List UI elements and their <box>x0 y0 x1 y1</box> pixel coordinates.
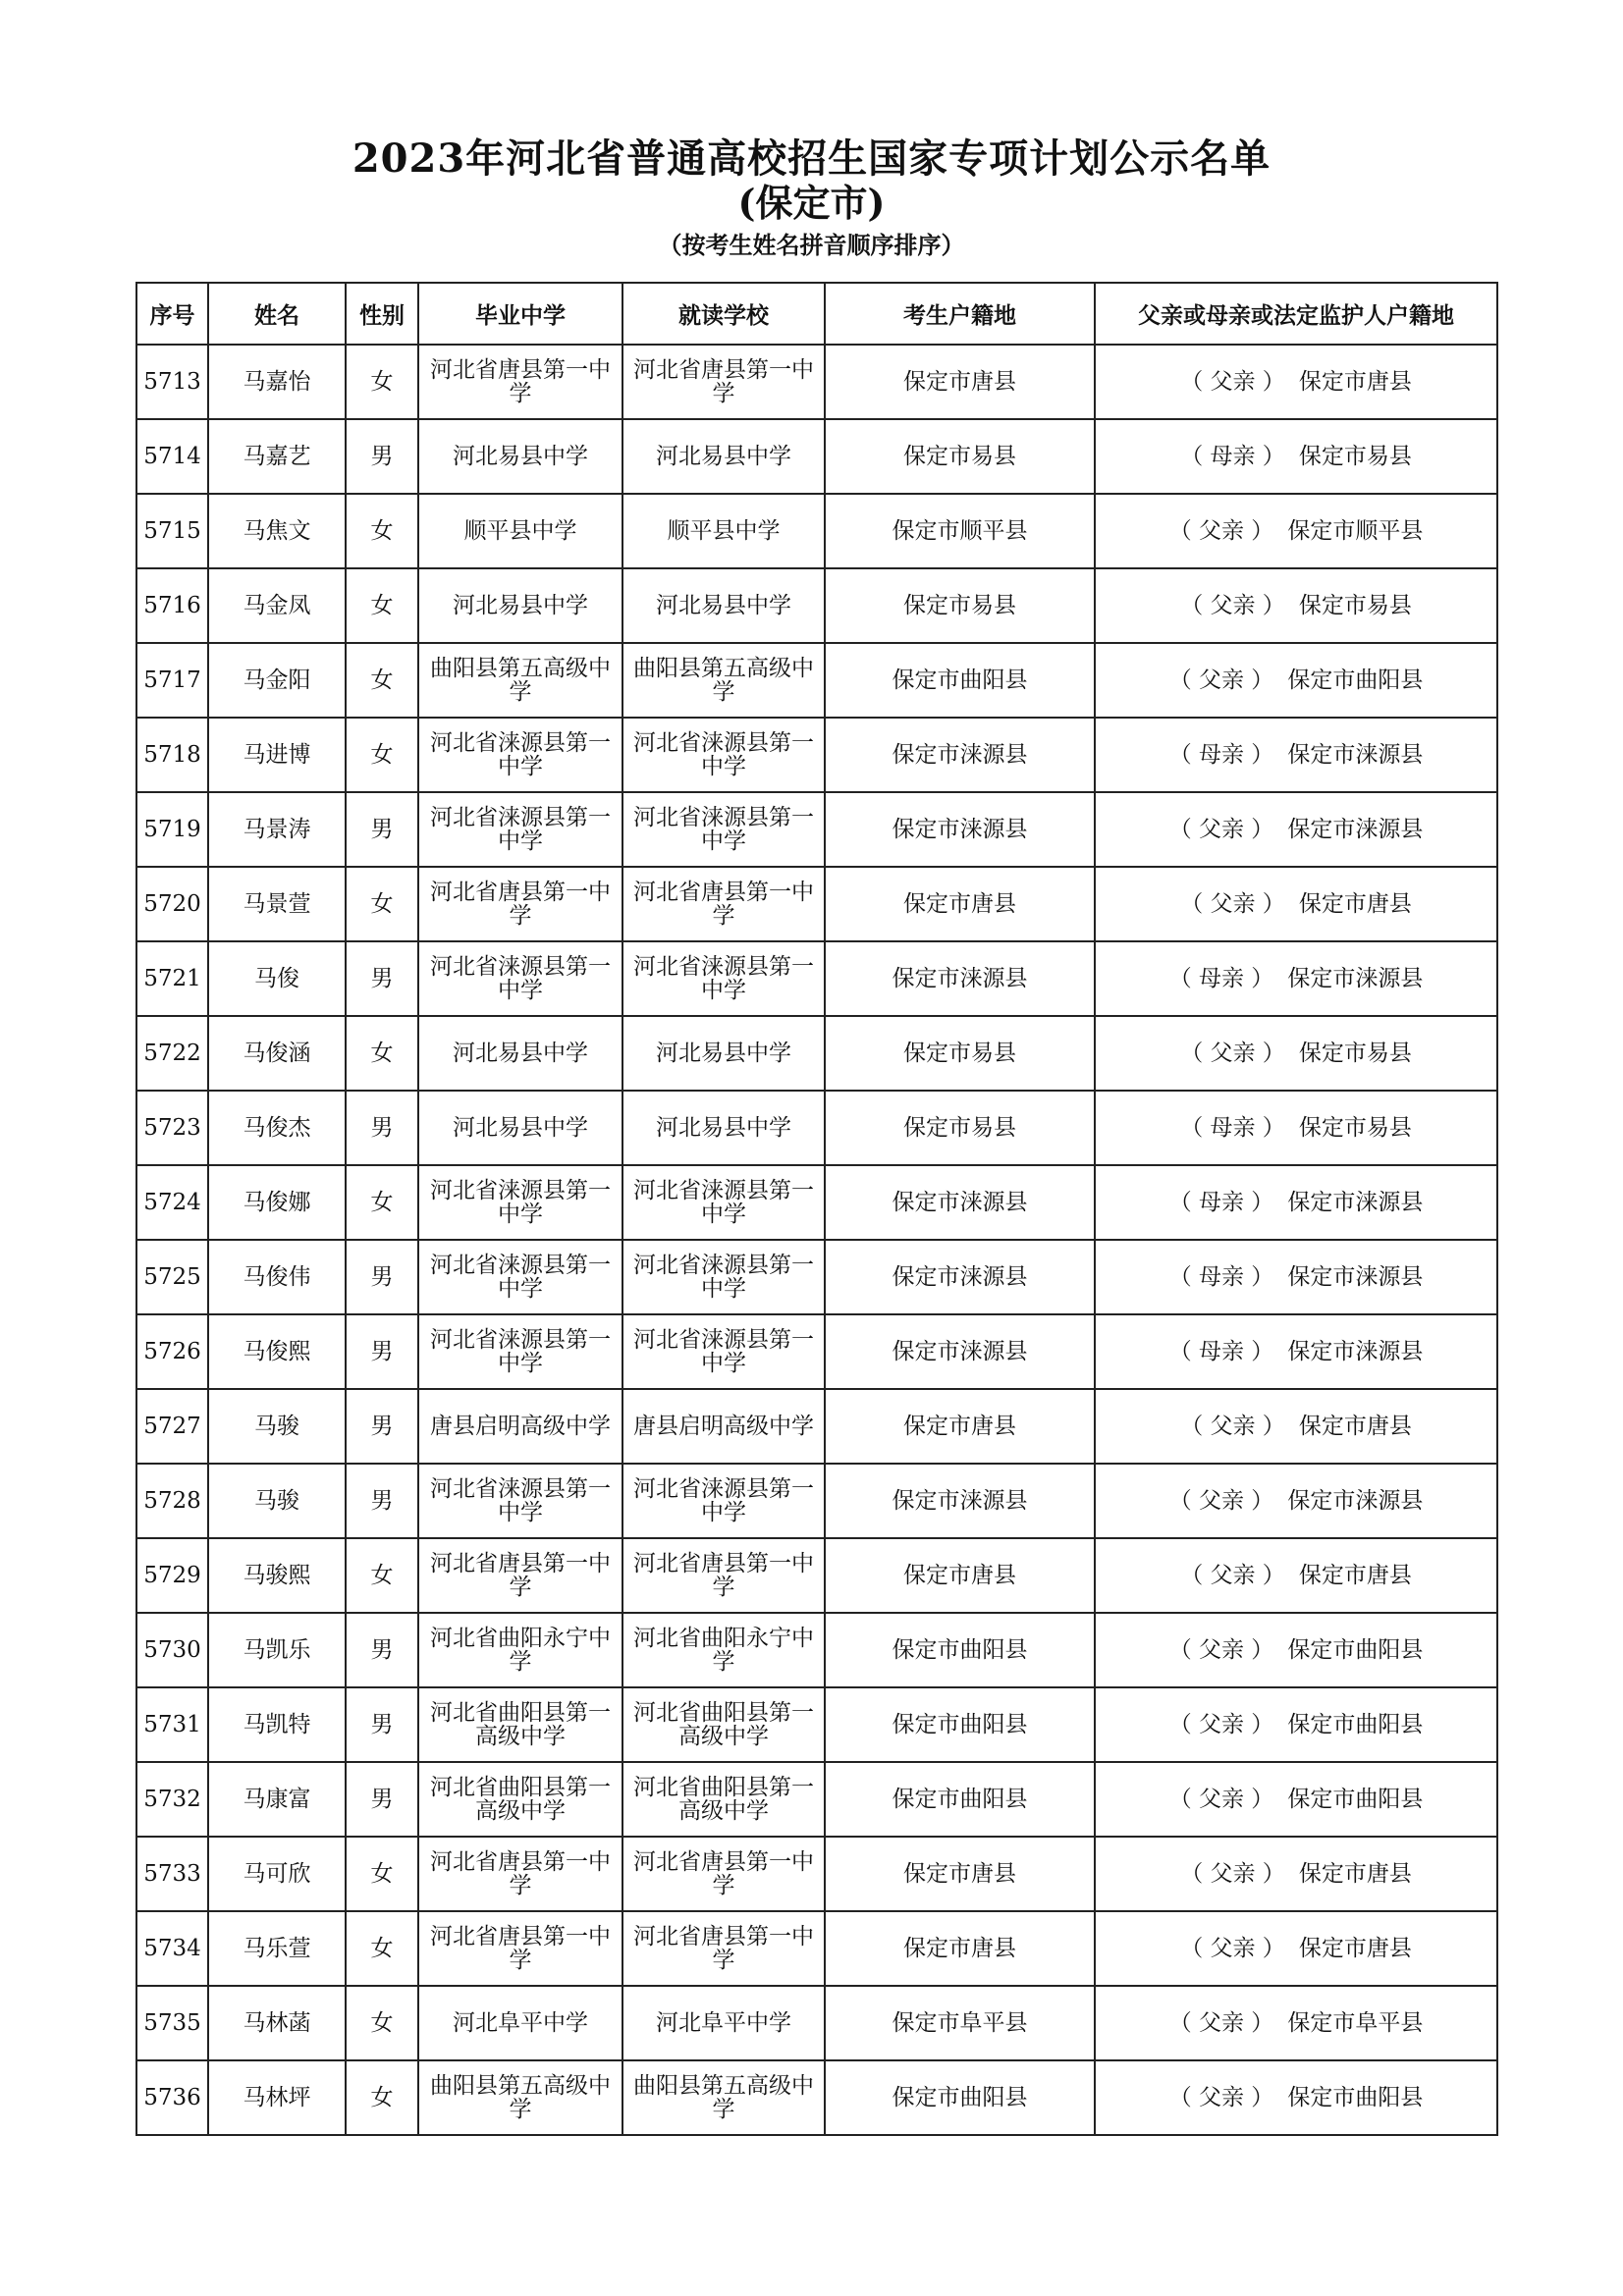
name-cell: 马俊杰 <box>208 1091 346 1165</box>
guardian-domicile-cell <box>1095 419 1497 494</box>
guardian-domicile-text: 保定市易县 <box>1298 1041 1412 1066</box>
grad-school-cell: 河北省唐县第一中学 <box>418 1837 622 1911</box>
gender-cell: 女 <box>346 2060 418 2135</box>
guardian-relation: （ 母亲 ） <box>1168 1190 1274 1215</box>
name-cell: 马骏 <box>208 1464 346 1538</box>
table-row <box>136 1986 1497 2060</box>
name-cell: 马乐萱 <box>208 1911 346 1986</box>
gender-cell: 女 <box>346 494 418 568</box>
seq-cell: 5717 <box>136 643 208 718</box>
grad-school-cell: 顺平县中学 <box>418 494 622 568</box>
gender-cell: 男 <box>346 1389 418 1464</box>
guardian-relation: （ 父亲 ） <box>1180 891 1285 917</box>
guardian-domicile-cell <box>1095 1016 1497 1091</box>
gender-cell: 男 <box>346 1613 418 1687</box>
name-cell: 马俊涵 <box>208 1016 346 1091</box>
gender-cell: 女 <box>346 345 418 419</box>
name-cell: 马康富 <box>208 1762 346 1837</box>
guardian-relation: （ 父亲 ） <box>1180 593 1285 618</box>
table-row <box>136 718 1497 792</box>
guardian-domicile-cell <box>1095 1911 1497 1986</box>
guardian-domicile-cell <box>1095 867 1497 941</box>
current-school-cell: 河北省涞源县第一中学 <box>622 1314 825 1389</box>
grad-school-cell: 河北易县中学 <box>418 568 622 643</box>
column-header-current-school: 就读学校 <box>622 283 825 345</box>
table-row <box>136 1538 1497 1613</box>
grad-school-cell: 河北省涞源县第一中学 <box>418 792 622 867</box>
guardian-relation: （ 父亲 ） <box>1168 2085 1274 2110</box>
grad-school-cell: 河北省唐县第一中学 <box>418 867 622 941</box>
seq-cell: 5728 <box>136 1464 208 1538</box>
guardian-relation: （ 父亲 ） <box>1168 2010 1274 2036</box>
grad-school-cell: 河北省唐县第一中学 <box>418 1911 622 1986</box>
gender-cell: 女 <box>346 1837 418 1911</box>
guardian-domicile-text: 保定市阜平县 <box>1287 2010 1424 2036</box>
domicile-cell: 保定市曲阳县 <box>825 1613 1095 1687</box>
name-cell: 马俊 <box>208 941 346 1016</box>
grad-school-cell: 河北省涞源县第一中学 <box>418 1464 622 1538</box>
seq-cell: 5733 <box>136 1837 208 1911</box>
guardian-relation: （ 父亲 ） <box>1180 369 1285 395</box>
name-cell: 马进博 <box>208 718 346 792</box>
table-row <box>136 494 1497 568</box>
guardian-relation: （ 父亲 ） <box>1168 1637 1274 1663</box>
current-school-cell: 河北易县中学 <box>622 1016 825 1091</box>
guardian-relation: （ 父亲 ） <box>1168 667 1274 693</box>
guardian-domicile-text: 保定市涞源县 <box>1287 966 1424 991</box>
seq-cell: 5719 <box>136 792 208 867</box>
gender-cell: 男 <box>346 1091 418 1165</box>
table-body <box>136 345 1497 2135</box>
guardian-relation: （ 父亲 ） <box>1168 518 1274 544</box>
current-school-cell: 河北省涞源县第一中学 <box>622 941 825 1016</box>
page-title: 2023年河北省普通高校招生国家专项计划公示名单 <box>352 135 1271 182</box>
domicile-cell: 保定市涞源县 <box>825 792 1095 867</box>
seq-cell: 5716 <box>136 568 208 643</box>
table-row <box>136 2060 1497 2135</box>
name-cell: 马焦文 <box>208 494 346 568</box>
table-row <box>136 345 1497 419</box>
domicile-cell: 保定市涞源县 <box>825 1314 1095 1389</box>
domicile-cell: 保定市涞源县 <box>825 718 1095 792</box>
seq-cell: 5724 <box>136 1165 208 1240</box>
guardian-domicile-text: 保定市曲阳县 <box>1287 1787 1424 1812</box>
current-school-cell: 河北省涞源县第一中学 <box>622 1464 825 1538</box>
current-school-cell: 河北省唐县第一中学 <box>622 1911 825 1986</box>
domicile-cell: 保定市涞源县 <box>825 1165 1095 1240</box>
table-row <box>136 1613 1497 1687</box>
current-school-cell: 河北省涞源县第一中学 <box>622 1240 825 1314</box>
guardian-relation: （ 父亲 ） <box>1168 1488 1274 1514</box>
guardian-domicile-cell <box>1095 345 1497 419</box>
guardian-domicile-cell <box>1095 1165 1497 1240</box>
gender-cell: 男 <box>346 1687 418 1762</box>
guardian-domicile-cell <box>1095 643 1497 718</box>
current-school-cell: 河北省曲阳县第一高级中学 <box>622 1687 825 1762</box>
gender-cell: 女 <box>346 1911 418 1986</box>
table-row <box>136 1911 1497 1986</box>
document-header <box>0 135 1623 263</box>
domicile-cell: 保定市顺平县 <box>825 494 1095 568</box>
seq-cell: 5713 <box>136 345 208 419</box>
current-school-cell: 河北省曲阳县第一高级中学 <box>622 1762 825 1837</box>
guardian-domicile-text: 保定市涞源县 <box>1287 817 1424 842</box>
gender-cell: 女 <box>346 568 418 643</box>
column-header-name: 姓名 <box>208 283 346 345</box>
seq-cell: 5729 <box>136 1538 208 1613</box>
gender-cell: 女 <box>346 1538 418 1613</box>
guardian-domicile-text: 保定市唐县 <box>1298 891 1412 917</box>
current-school-cell: 河北阜平中学 <box>622 1986 825 2060</box>
seq-cell: 5715 <box>136 494 208 568</box>
grad-school-cell: 河北易县中学 <box>418 419 622 494</box>
name-cell: 马景涛 <box>208 792 346 867</box>
name-cell: 马金凤 <box>208 568 346 643</box>
seq-cell: 5736 <box>136 2060 208 2135</box>
name-cell: 马林菡 <box>208 1986 346 2060</box>
guardian-domicile-text: 保定市涞源县 <box>1287 742 1424 768</box>
current-school-cell: 曲阳县第五高级中学 <box>622 643 825 718</box>
guardian-relation: （ 母亲 ） <box>1168 966 1274 991</box>
guardian-domicile-cell <box>1095 941 1497 1016</box>
grad-school-cell: 河北省涞源县第一中学 <box>418 718 622 792</box>
page-subtitle: (保定市) <box>737 181 886 225</box>
grad-school-cell: 曲阳县第五高级中学 <box>418 643 622 718</box>
grad-school-cell: 河北省唐县第一中学 <box>418 1538 622 1613</box>
current-school-cell: 河北省涞源县第一中学 <box>622 792 825 867</box>
domicile-cell: 保定市唐县 <box>825 1389 1095 1464</box>
domicile-cell: 保定市唐县 <box>825 867 1095 941</box>
current-school-cell: 河北易县中学 <box>622 419 825 494</box>
guardian-relation: （ 父亲 ） <box>1180 1414 1285 1439</box>
name-cell: 马嘉艺 <box>208 419 346 494</box>
guardian-domicile-text: 保定市唐县 <box>1298 1861 1412 1887</box>
seq-cell: 5714 <box>136 419 208 494</box>
grad-school-cell: 河北省曲阳县第一高级中学 <box>418 1687 622 1762</box>
table-row <box>136 1091 1497 1165</box>
guardian-domicile-text: 保定市顺平县 <box>1287 518 1424 544</box>
table-header-row <box>136 283 1497 345</box>
gender-cell: 男 <box>346 792 418 867</box>
guardian-domicile-text: 保定市涞源县 <box>1287 1339 1424 1364</box>
domicile-cell: 保定市唐县 <box>825 1538 1095 1613</box>
grad-school-cell: 河北省唐县第一中学 <box>418 345 622 419</box>
guardian-relation: （ 父亲 ） <box>1180 1861 1285 1887</box>
guardian-relation: （ 母亲 ） <box>1180 444 1285 469</box>
name-cell: 马骏熙 <box>208 1538 346 1613</box>
domicile-cell: 保定市唐县 <box>825 1837 1095 1911</box>
current-school-cell: 河北省涞源县第一中学 <box>622 718 825 792</box>
gender-cell: 男 <box>346 1762 418 1837</box>
guardian-domicile-cell <box>1095 1464 1497 1538</box>
guardian-domicile-text: 保定市唐县 <box>1298 1563 1412 1588</box>
name-cell: 马俊熙 <box>208 1314 346 1389</box>
sort-note: （按考生姓名拼音顺序排序） <box>658 231 965 259</box>
gender-cell: 女 <box>346 1016 418 1091</box>
column-header-grad-school: 毕业中学 <box>418 283 622 345</box>
table-row <box>136 1762 1497 1837</box>
table-row <box>136 867 1497 941</box>
seq-cell: 5723 <box>136 1091 208 1165</box>
table-row <box>136 643 1497 718</box>
current-school-cell: 河北省涞源县第一中学 <box>622 1165 825 1240</box>
guardian-domicile-text: 保定市唐县 <box>1298 1936 1412 1961</box>
guardian-relation: （ 父亲 ） <box>1180 1936 1285 1961</box>
table-row <box>136 1837 1497 1911</box>
name-cell: 马金阳 <box>208 643 346 718</box>
gender-cell: 女 <box>346 718 418 792</box>
grad-school-cell: 河北省曲阳县第一高级中学 <box>418 1762 622 1837</box>
domicile-cell: 保定市曲阳县 <box>825 643 1095 718</box>
grad-school-cell: 河北省涞源县第一中学 <box>418 1240 622 1314</box>
guardian-domicile-text: 保定市曲阳县 <box>1287 2085 1424 2110</box>
guardian-domicile-cell <box>1095 1986 1497 2060</box>
guardian-domicile-cell <box>1095 792 1497 867</box>
gender-cell: 女 <box>346 867 418 941</box>
guardian-domicile-text: 保定市易县 <box>1298 1115 1412 1141</box>
guardian-domicile-cell <box>1095 1389 1497 1464</box>
guardian-domicile-text: 保定市曲阳县 <box>1287 1712 1424 1737</box>
domicile-cell: 保定市曲阳县 <box>825 2060 1095 2135</box>
guardian-domicile-cell <box>1095 1538 1497 1613</box>
seq-cell: 5730 <box>136 1613 208 1687</box>
grad-school-cell: 河北省涞源县第一中学 <box>418 1165 622 1240</box>
guardian-domicile-cell <box>1095 1240 1497 1314</box>
guardian-relation: （ 母亲 ） <box>1168 1339 1274 1364</box>
grad-school-cell: 河北省涞源县第一中学 <box>418 941 622 1016</box>
seq-cell: 5725 <box>136 1240 208 1314</box>
gender-cell: 男 <box>346 1464 418 1538</box>
column-header-domicile: 考生户籍地 <box>825 283 1095 345</box>
grad-school-cell: 河北易县中学 <box>418 1016 622 1091</box>
guardian-relation: （ 母亲 ） <box>1168 1264 1274 1290</box>
domicile-cell: 保定市唐县 <box>825 1911 1095 1986</box>
domicile-cell: 保定市涞源县 <box>825 1240 1095 1314</box>
guardian-relation: （ 父亲 ） <box>1168 817 1274 842</box>
table-row <box>136 1687 1497 1762</box>
current-school-cell: 河北易县中学 <box>622 1091 825 1165</box>
guardian-domicile-text: 保定市唐县 <box>1298 1414 1412 1439</box>
current-school-cell: 曲阳县第五高级中学 <box>622 2060 825 2135</box>
guardian-domicile-text: 保定市涞源县 <box>1287 1190 1424 1215</box>
seq-cell: 5727 <box>136 1389 208 1464</box>
guardian-relation: （ 父亲 ） <box>1168 1712 1274 1737</box>
gender-cell: 男 <box>346 941 418 1016</box>
guardian-domicile-text: 保定市易县 <box>1298 444 1412 469</box>
gender-cell: 男 <box>346 419 418 494</box>
seq-cell: 5721 <box>136 941 208 1016</box>
guardian-domicile-text: 保定市曲阳县 <box>1287 667 1424 693</box>
current-school-cell: 河北省唐县第一中学 <box>622 867 825 941</box>
seq-cell: 5722 <box>136 1016 208 1091</box>
current-school-cell: 河北省唐县第一中学 <box>622 1538 825 1613</box>
domicile-cell: 保定市易县 <box>825 568 1095 643</box>
guardian-domicile-text: 保定市唐县 <box>1298 369 1412 395</box>
seq-cell: 5718 <box>136 718 208 792</box>
table-row <box>136 1016 1497 1091</box>
column-header-gender: 性别 <box>346 283 418 345</box>
table-row <box>136 419 1497 494</box>
grad-school-cell: 河北易县中学 <box>418 1091 622 1165</box>
name-cell: 马凯乐 <box>208 1613 346 1687</box>
roster-table <box>135 282 1498 2136</box>
table-row <box>136 1165 1497 1240</box>
grad-school-cell: 河北省曲阳永宁中学 <box>418 1613 622 1687</box>
current-school-cell: 顺平县中学 <box>622 494 825 568</box>
grad-school-cell: 河北省涞源县第一中学 <box>418 1314 622 1389</box>
guardian-domicile-cell <box>1095 1613 1497 1687</box>
grad-school-cell: 唐县启明高级中学 <box>418 1389 622 1464</box>
name-cell: 马骏 <box>208 1389 346 1464</box>
guardian-domicile-text: 保定市涞源县 <box>1287 1264 1424 1290</box>
guardian-domicile-cell <box>1095 568 1497 643</box>
gender-cell: 男 <box>346 1314 418 1389</box>
seq-cell: 5735 <box>136 1986 208 2060</box>
guardian-relation: （ 父亲 ） <box>1180 1041 1285 1066</box>
table-row <box>136 568 1497 643</box>
name-cell: 马林坪 <box>208 2060 346 2135</box>
guardian-domicile-cell <box>1095 1687 1497 1762</box>
guardian-domicile-cell <box>1095 1091 1497 1165</box>
gender-cell: 女 <box>346 643 418 718</box>
domicile-cell: 保定市曲阳县 <box>825 1687 1095 1762</box>
guardian-relation: （ 父亲 ） <box>1168 1787 1274 1812</box>
domicile-cell: 保定市曲阳县 <box>825 1762 1095 1837</box>
table-row <box>136 1240 1497 1314</box>
guardian-relation: （ 母亲 ） <box>1168 742 1274 768</box>
grad-school-cell: 河北阜平中学 <box>418 1986 622 2060</box>
table-row <box>136 1389 1497 1464</box>
name-cell: 马俊伟 <box>208 1240 346 1314</box>
guardian-relation: （ 母亲 ） <box>1180 1115 1285 1141</box>
name-cell: 马可欣 <box>208 1837 346 1911</box>
guardian-domicile-cell <box>1095 1837 1497 1911</box>
grad-school-cell: 曲阳县第五高级中学 <box>418 2060 622 2135</box>
name-cell: 马景萱 <box>208 867 346 941</box>
column-header-guardian-domicile: 父亲或母亲或法定监护人户籍地 <box>1095 283 1497 345</box>
domicile-cell: 保定市易县 <box>825 419 1095 494</box>
seq-cell: 5734 <box>136 1911 208 1986</box>
seq-cell: 5720 <box>136 867 208 941</box>
guardian-domicile-text: 保定市易县 <box>1298 593 1412 618</box>
guardian-domicile-cell <box>1095 2060 1497 2135</box>
domicile-cell: 保定市涞源县 <box>825 941 1095 1016</box>
guardian-relation: （ 父亲 ） <box>1180 1563 1285 1588</box>
column-header-seq: 序号 <box>136 283 208 345</box>
guardian-domicile-text: 保定市涞源县 <box>1287 1488 1424 1514</box>
table-row <box>136 792 1497 867</box>
domicile-cell: 保定市涞源县 <box>825 1464 1095 1538</box>
gender-cell: 男 <box>346 1240 418 1314</box>
gender-cell: 女 <box>346 1986 418 2060</box>
current-school-cell: 河北省唐县第一中学 <box>622 1837 825 1911</box>
name-cell: 马凯特 <box>208 1687 346 1762</box>
seq-cell: 5726 <box>136 1314 208 1389</box>
guardian-domicile-text: 保定市曲阳县 <box>1287 1637 1424 1663</box>
domicile-cell: 保定市阜平县 <box>825 1986 1095 2060</box>
domicile-cell: 保定市唐县 <box>825 345 1095 419</box>
domicile-cell: 保定市易县 <box>825 1091 1095 1165</box>
current-school-cell: 河北省曲阳永宁中学 <box>622 1613 825 1687</box>
table-row <box>136 1314 1497 1389</box>
guardian-domicile-cell <box>1095 1762 1497 1837</box>
current-school-cell: 唐县启明高级中学 <box>622 1389 825 1464</box>
seq-cell: 5732 <box>136 1762 208 1837</box>
gender-cell: 女 <box>346 1165 418 1240</box>
current-school-cell: 河北省唐县第一中学 <box>622 345 825 419</box>
name-cell: 马嘉怡 <box>208 345 346 419</box>
guardian-domicile-cell <box>1095 494 1497 568</box>
seq-cell: 5731 <box>136 1687 208 1762</box>
domicile-cell: 保定市易县 <box>825 1016 1095 1091</box>
guardian-domicile-cell <box>1095 1314 1497 1389</box>
guardian-domicile-cell <box>1095 718 1497 792</box>
current-school-cell: 河北易县中学 <box>622 568 825 643</box>
table-row <box>136 1464 1497 1538</box>
name-cell: 马俊娜 <box>208 1165 346 1240</box>
table-row <box>136 941 1497 1016</box>
